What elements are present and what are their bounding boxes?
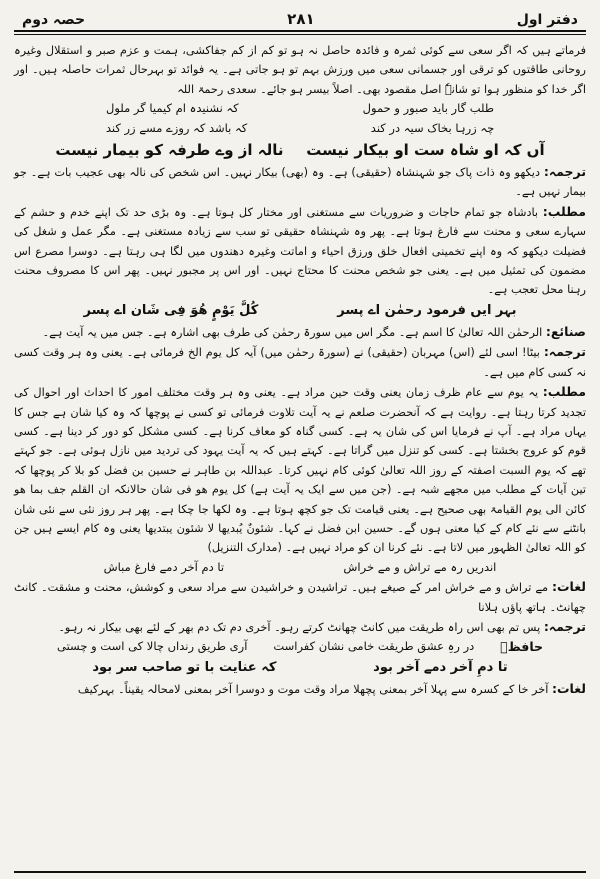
- page-footer: [14, 871, 586, 873]
- page-header: [14, 6, 586, 28]
- verse-hemistich-left: نالہ از وے طرفہ کو بیمار نیست: [55, 141, 284, 160]
- paragraph-label: لغات:: [551, 579, 586, 595]
- footer-rule: [14, 871, 586, 873]
- verse-v6: [14, 637, 586, 656]
- paragraph-label: مطلب:: [542, 384, 587, 400]
- paragraph-text: بیٹا! اسی لئے (اس) مہربان (حقیقی) نے (سورۃ رحمٰن میں) آیہ کل یوم الخ فرمائی ہے۔ یعنی وہ ہر وقت کسی نہ کسی کام میں ہے۔: [14, 346, 586, 379]
- verse-hemistich-right: آں کہ او شاہ ست او بیکار نیست: [306, 141, 545, 160]
- verse-v3: [14, 138, 586, 162]
- page-number: ۲۸۱: [287, 10, 315, 28]
- paragraph-label: ترجمہ:: [543, 164, 587, 180]
- page-body: [14, 41, 586, 699]
- paragraph-text: مے تراش و مے خراش امر کے صیغے ہیں۔ تراشیدن و خراشیدن سے مراد سعی و کوشش، محنت و مشقت۔ کانٹ چھانٹ۔ ہاتھ پاؤں ہلانا: [14, 581, 586, 614]
- verse-hemistich-right: بہر ایں فرمود رحمٰن اے پسر: [337, 302, 517, 318]
- verse-v1: [14, 99, 586, 118]
- verse-v2: [14, 119, 586, 138]
- paragraph-text: الرحمٰن اللہ تعالیٰ کا اسم ہے۔ مگر اس میں سورۃ رحمٰن کی طرف بھی اشارہ ہے۔ جس میں یہ آیت ہے۔: [42, 325, 543, 339]
- book-title: دفتر اول: [516, 12, 578, 28]
- paragraph-text: پس تم بھی اس راہ طریقت میں کانٹ چھانٹ کرتے رہو۔ آخری دم تک دم بھر کے لئے بھی بیکار نہ رہو۔: [58, 620, 541, 634]
- paragraph-p9: [14, 679, 586, 699]
- paragraph-label: مطلب:: [542, 203, 586, 219]
- verse-v7: [14, 657, 586, 679]
- paragraph-label: ترجمہ:: [543, 618, 586, 634]
- verse-hemistich-left: کہ عنایت با تو صاحب سر بود: [92, 659, 277, 675]
- paragraph-text: یہ یوم سے عام ظرف زمان یعنی وقت حین مراد ہے۔ یعنی وہ ہر وقت مختلف امور کا احداث اور احوال کی تجدید کرتا رہتا ہے۔ روایت ہے کہ آنحضرت صلعم نے یہ آیت تلاوت فرمائی تو کسی نے پوچھا کہ وہ کیا شان ہے جس کا یہاں مراد ہے۔ آپ نے فرمایا اس کی شان یہ ہے۔ کسی گناہ کو معاف کرنا ہے۔ کسی مشکل کو دور کر دینا ہے۔ کسی قوم کو عروج بخشتا ہے۔ کسی کو تنزل میں گراتا ہے۔ کہتے ہیں کہ یہ آیت یہود کی تردید میں نازل ہوئی ہے۔ جو کہتے تھے کہ یوم السبت اصفتہ کے روز اللہ تعالیٰ کوئی کام نہیں کرتا۔ عبداللہ بن طاہر نے حسین بن فضل کو بلا کر پوچھا کہ تین آیات کے مطلب میں مجھے شبہ ہے۔ (جن میں سے ایک یہ آیت ہے) کل یوم ھو فی شان حالانکہ ان القلم جف بما ھو کائن الی یوم القیامۃ بھی صحیح ہے۔ یعنی قیامت تک جو کچھ ہوتا ہے۔ وہ لکھا جا چکا ہے۔ پھر ہر روز نئی سے نئی شان بانٹنے سے نئے کام کے کیا معنی ہوں گے۔ حسین ابن فضل نے کہا۔ شئونٌ یُبدیھا لا شئون یبتدیھا یعنی وہ کام ایسے ہیں جن کو اللہ تعالیٰ الظہور میں لاتا ہے۔ نئے کرنا ان کو مراد نہیں ہے۔ (مدارک التنزیل): [14, 386, 586, 555]
- verse-hemistich-right: چہ زرہا بخاک سیہ در کند: [370, 120, 495, 135]
- header-rule-thin: [14, 34, 586, 35]
- verse-v5: [14, 558, 586, 577]
- verse-hemistich-left: تا دم آخر دمے فارغ مباش: [103, 559, 225, 574]
- paragraph-p7: [14, 577, 586, 617]
- paragraph-p6: [14, 382, 586, 558]
- verse-hemistich-right: در رہِ عشق طریقت خامی نشان کفراست: [273, 639, 475, 654]
- verse-hemistich-left: کُلَّ یَوْمٍ ھُوَ فِی شَان اے پسر: [83, 302, 259, 318]
- paragraph-p4: [14, 322, 586, 342]
- verse-hemistich-right: اندریں رہ مے تراش و مے خراش: [343, 559, 497, 574]
- part-label: حصہ دوم: [22, 12, 86, 28]
- verse-hemistich-left: کہ باشد کہ روزے مسے زر کند: [105, 120, 248, 135]
- verse-attribution: حافظؒ: [500, 639, 544, 655]
- verse-hemistich-right: تا دمِ آخر دمے آخر بود: [373, 659, 508, 675]
- verse-v4: [14, 300, 586, 322]
- paragraph-p2: [14, 162, 586, 202]
- verse-hemistich-right: طلب گار باید صبور و حمول: [362, 101, 494, 116]
- paragraph-text: دیکھو وہ ذات پاک جو شہنشاہ (حقیقی) ہے۔ وہ (بھی) بیکار نہیں۔ اس شخص کی نالہ بھی عجیب بات ہے۔ جو بیمار نہیں ہے۔: [14, 166, 586, 199]
- paragraph-label: ترجمہ:: [543, 344, 586, 360]
- paragraph-label: صنائع:: [545, 323, 586, 339]
- header-rule: [14, 30, 586, 32]
- paragraph-p1: [14, 41, 586, 99]
- paragraph-p3: [14, 202, 586, 300]
- verse-hemistich-left: کہ نشنیدہ ام کیمیا گر ملول: [106, 101, 239, 116]
- paragraph-text: بادشاہ جو تمام حاجات و ضروریات سے مستغنی اور مختار کل ہوتا ہے۔ وہ بڑی حد تک اپنے خدم و حشم کے سہارے سعی و محنت سے فارغ ہوتا ہے۔ پھر وہ شہنشاہ حقیقی تو سب سے زیادہ مستغنی ہے۔ مگر عمل و شغل کی فضیلت دیکھو کہ وہ اپنے تخمینی افعال خلق ورزق احیاء و اماتت وغیرہ دھندوں میں لگا ہی رہتا ہے۔ دوسرا مصرع اس مضمون کی تمثیل میں ہے۔ یعنی جو شخص محنت کا محتاج نہیں۔ اور اس پر مجبور نہیں۔ پھر اس کا مصروف محنت رہنا محل تعجب ہے۔: [14, 205, 586, 297]
- paragraph-label: لغات:: [551, 680, 586, 696]
- paragraph-p5: [14, 342, 586, 382]
- verse-hemistich-left: آری طریق رنداں چالا کی است و چستی: [57, 639, 248, 654]
- paragraph-text: فرماتے ہیں کہ اگر سعی سے کوئی ثمرہ و فائدہ حاصل نہ ہو تو کم از کم جفاکشی، ہمت و عزم صبر و استقلال وغیرہ روحانی طاقتوں کو ترقی اور جسمانی سعی میں ورزش بہم تو ہو جاتی ہے۔ یہ فوائد تو بہرحال ثمرات حاصلہ ہیں۔ اور اگر خدا کو منظور ہوا تو شانہٗ اصل مقصود بھی۔ اصلاً بیسر ہو جائے۔ سعدی رحمۃ اللہ: [14, 44, 586, 96]
- paragraph-p8: [14, 617, 586, 637]
- paragraph-text: آخر خا کے کسرہ سے پہلا آخر بمعنی پچھلا مراد وقت موت و دوسرا آخر بمعنی لامحالہ یقیناً۔ بہرکیف: [77, 682, 549, 696]
